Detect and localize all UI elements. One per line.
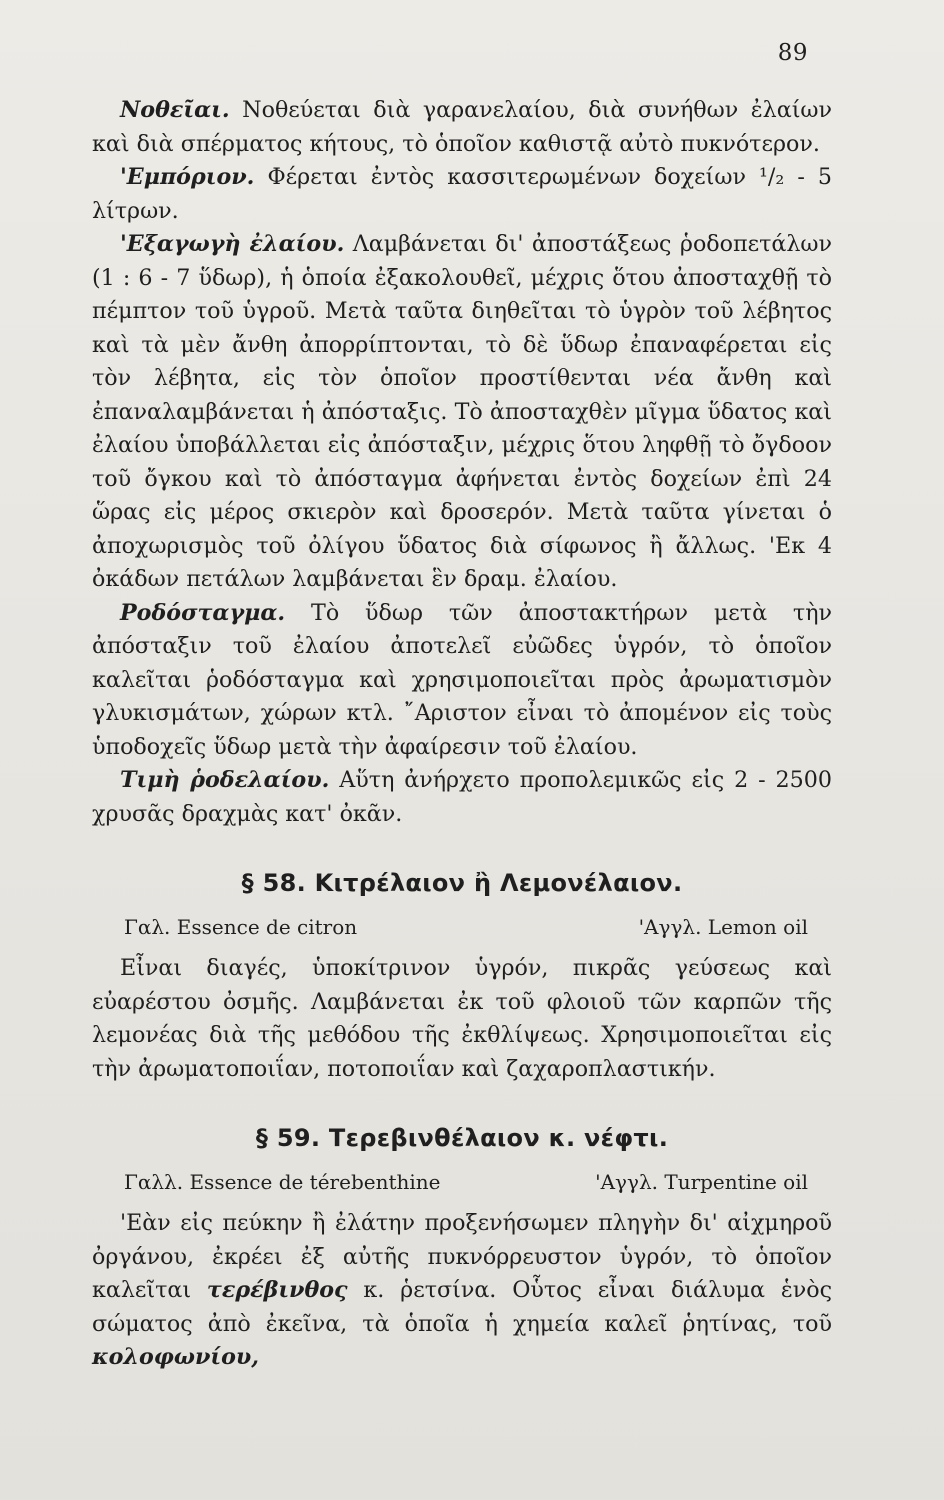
french-name: Γαλ. Essence de citron	[124, 914, 358, 939]
paragraph-text: Τὸ ὕδωρ τῶν ἀποστακτήρων μετὰ τὴν ἀπόσταξιν τοῦ ἐλαίου ἀποτελεῖ εὐῶδες ὑγρόν, τὸ ὁποῖον καλεῖται ῥοδόσταγμα καὶ χρησιμοποιεῖται πρὸς ἀρωματισμὸν γλυκισμάτων, χώρων κτλ. ῎Αριστον εἶναι τὸ ἀπομένον εἰς τοὺς ὑποδοχεῖς ὕδωρ μετὰ τὴν ἀφαίρεσιν τοῦ ἐλαίου.	[92, 599, 832, 760]
section-58-body: Εἶναι διαγές, ὑποκίτρινον ὑγρόν, πικρᾶς γεύσεως καὶ εὐαρέστου ὀσμῆς. Λαμβάνεται ἐκ τοῦ φλοιοῦ τῶν καρπῶν τῆς λεμονέας διὰ τῆς μεθόδου τῆς ἐκθλίψεως. Χρησιμοποιεῖται εἰς τὴν ἀρωματοποιΐαν, ποτοποιΐαν καὶ ζαχαροπλαστικήν.	[92, 955, 832, 1082]
term-extraction: 'Εξαγωγὴ ἐλαίου.	[120, 231, 345, 257]
section-58-names	[124, 911, 808, 945]
term-rosewater: Ροδόσταγμα.	[120, 599, 286, 626]
paragraph-extraction	[92, 228, 832, 597]
paragraph-trade	[92, 161, 832, 228]
body-text: 'Εὰν εἰς πεύκην ἢ ἐλάτην προξενήσωμεν πληγὴν δι' αἰχμηροῦ ὀργάνου, ἐκρέει ἐξ αὐτῆς πυκνόρρευστον ὑγρόν, τὸ ὁποῖον καλεῖται	[92, 1210, 832, 1303]
term-terebinth: τερέβινθος	[206, 1277, 348, 1303]
paragraph-text: Φέρεται ἐντὸς κασσιτερωμένων δοχείων ¹/₂ - 5 λίτρων.	[92, 164, 832, 224]
section-59-heading: § 59. Τερεβινθέλαιον κ. νέφτι.	[255, 1124, 669, 1152]
paragraph-text: Αὕτη ἀνήρχετο προπολεμικῶς εἰς 2 - 2500 χρυσᾶς δραχμὰς κατ' ὀκᾶν.	[92, 767, 832, 827]
paragraph-text: Λαμβάνεται δι' ἀποστάξεως ῥοδοπετάλων (1 : 6 - 7 ὕδωρ), ἡ ὁποία ἐξακολουθεῖ, μέχρις ὅτου ἀποσταχθῇ τὸ πέμπτον τοῦ ὑγροῦ. Μετὰ ταῦτα διηθεῖται τὸ ὑγρὸν τοῦ λέβητος καὶ τὰ μὲν ἄνθη ἀπορρίπτονται, τὸ δὲ ὕδωρ ἐπαναφέρεται εἰς τὸν λέβητα, εἰς τὸν ὁποῖον προστίθενται νέα ἄνθη καὶ ἐπαναλαμβάνεται ἡ ἀπόσταξις. Τὸ ἀποσταχθὲν μῖγμα ὕδατος καὶ ἐλαίου ὑποβάλλεται εἰς ἀπόσταξιν, μέχρις ὅτου ληφθῇ τὸ ὄγδοον τοῦ ὄγκου καὶ τὸ ἀπόσταγμα ἀφήνεται ἐντὸς δοχείων ἐπὶ 24 ὥρας εἰς μέρος σκιερὸν καὶ δροσερόν. Μετὰ ταῦτα γίνεται ὁ ἀποχωρισμὸς τοῦ ὀλίγου ὕδατος διὰ σίφωνος ἢ ἄλλως. 'Εκ 4 ὀκάδων πετάλων λαμβάνεται ἓν δραμ. ἐλαίου.	[92, 231, 832, 592]
term-price: Τιμὴ ῥοδελαίου.	[120, 767, 330, 793]
section-59-names	[124, 1166, 808, 1200]
term-colophony: κολοφωνίου,	[92, 1344, 260, 1370]
page-text	[92, 94, 832, 1375]
page-number: 89	[777, 40, 808, 66]
english-name: 'Αγγλ. Turpentine oil	[595, 1169, 808, 1194]
french-name: Γαλλ. Essence de térebenthine	[124, 1169, 441, 1194]
body-text: κ. ῥετσίνα. Οὗτος εἶναι διάλυμα ἑνὸς σώματος ἀπὸ ἐκεῖνα, τὰ ὁποῖα ἡ χημεία καλεῖ ῥητίνας, τοῦ	[92, 1277, 832, 1337]
paragraph-text: Νοθεύεται διὰ γαρανελαίου, διὰ συνήθων ἐλαίων καὶ διὰ σπέρματος κήτους, τὸ ὁποῖον καθιστᾷ αὐτὸ πυκνότερον.	[92, 97, 832, 157]
section-58-heading: § 58. Κιτρέλαιον ἢ Λεμονέλαιον.	[241, 869, 683, 897]
english-name: 'Αγγλ. Lemon oil	[638, 914, 808, 939]
term-trade: 'Εμπόριον.	[120, 164, 255, 190]
paragraph-rosewater	[92, 597, 832, 765]
paragraph-adulteration	[92, 94, 832, 161]
term-adulteration: Νοθεῖαι.	[120, 97, 230, 123]
section-59-body	[92, 1207, 832, 1375]
paragraph-price	[92, 764, 832, 831]
